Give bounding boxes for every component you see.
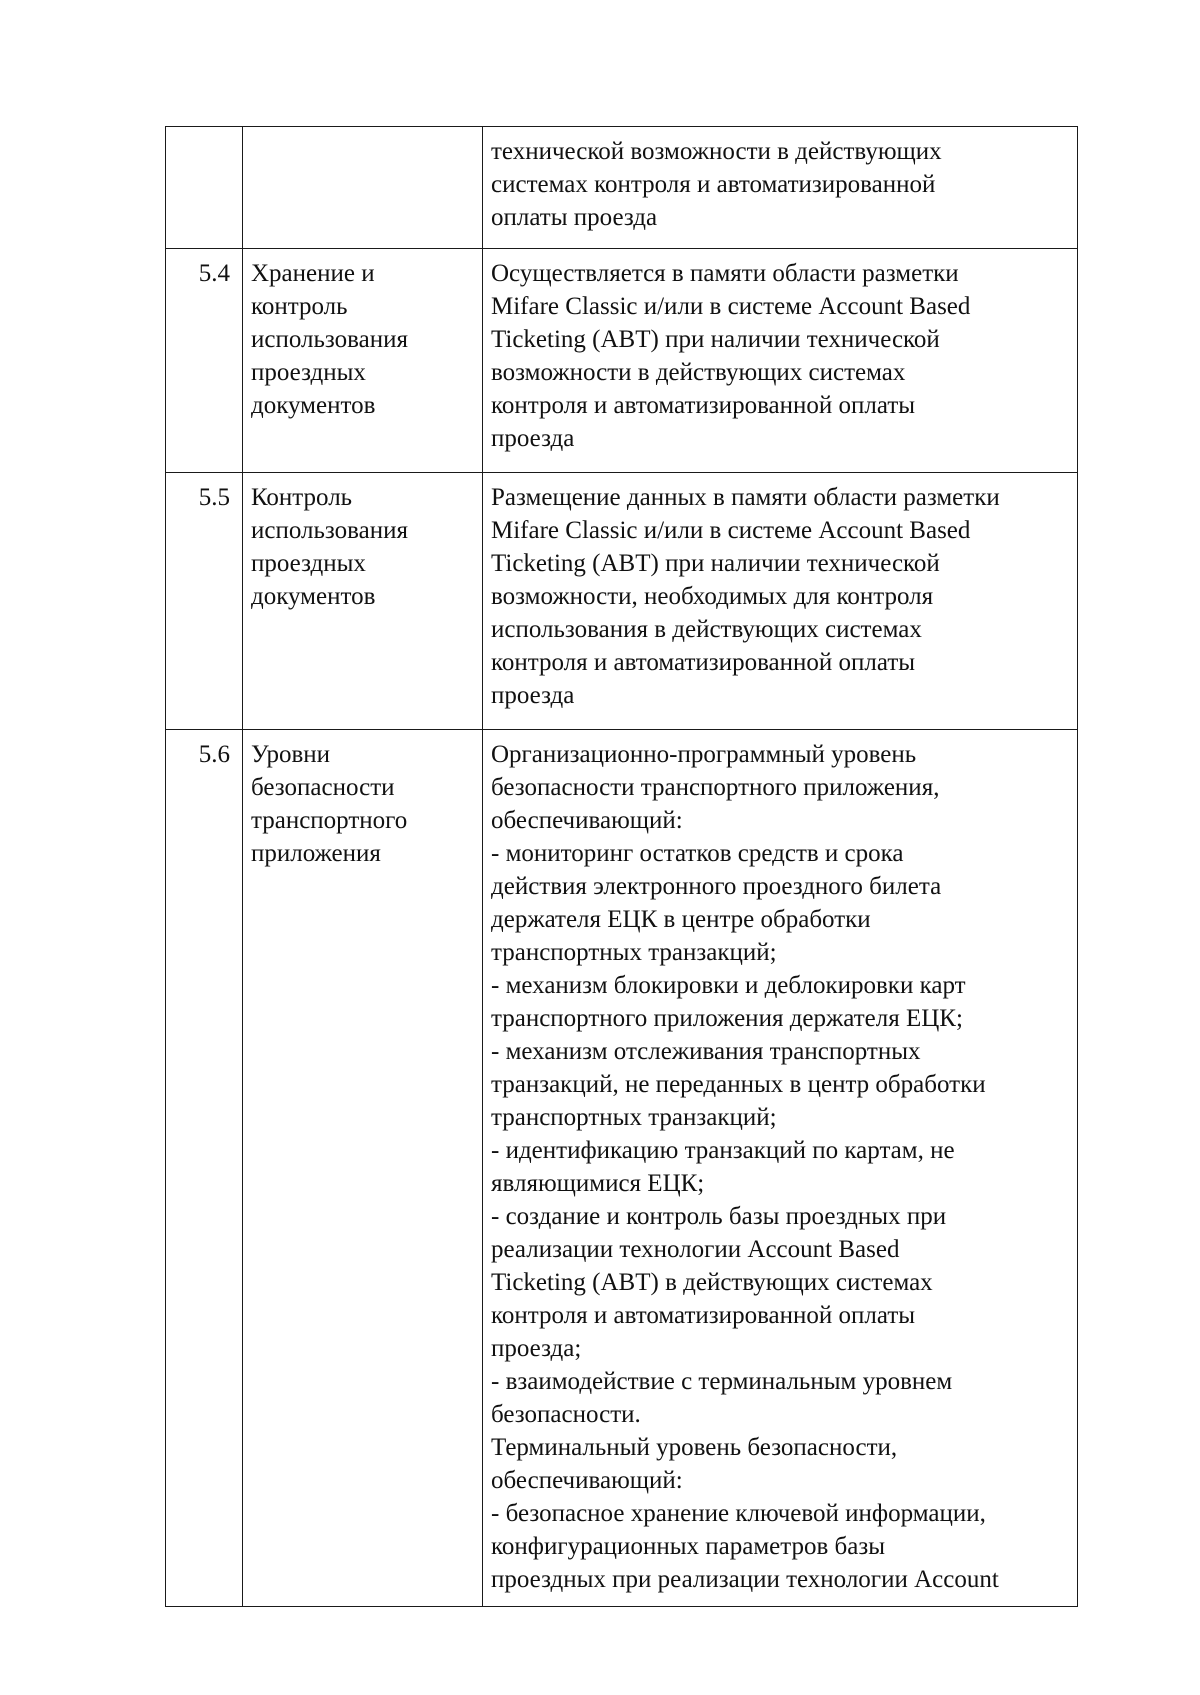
row-number: 5.5 [166,473,243,730]
name-line: приложения [251,840,381,867]
description-line: Терминальный уровень безопасности, [491,1434,898,1461]
row-name [243,249,483,473]
description-line: контроля и автоматизированной оплаты [491,1302,916,1329]
description-line: Размещение данных в памяти области разметки [491,484,1000,511]
description-line: Ticketing (ABT) в действующих системах [491,1269,933,1296]
name-line: проездных [251,359,366,386]
description-line: Ticketing (ABT) при наличии технической [491,326,940,353]
description-line: проезда [491,682,575,709]
description-line: Mifare Classic и/или в системе Account Based [491,293,971,320]
description-line: Mifare Classic и/или в системе Account Based [491,517,971,544]
row-description [483,473,1078,730]
description-line: возможности, необходимых для контроля [491,583,934,610]
name-line: использования [251,517,408,544]
row-description [483,249,1078,473]
description-line: - механизм блокировки и деблокировки карт [491,972,966,999]
name-line: Уровни [251,741,331,768]
description-line: реализации технологии Account Based [491,1236,900,1263]
name-line: документов [251,392,376,419]
table-row [166,473,1078,730]
description-line: безопасности транспортного приложения, [491,774,940,801]
description-line: действия электронного проездного билета [491,873,942,900]
description-line: проездных при реализации технологии Account [491,1566,999,1593]
name-line: контроль [251,293,348,320]
table-row [166,127,1078,249]
description-line: Осуществляется в памяти области разметки [491,260,959,287]
name-line: использования [251,326,408,353]
description-line: конфигурационных параметров базы [491,1533,886,1560]
description-line: использования в действующих системах [491,616,922,643]
row-number: 5.4 [166,249,243,473]
name-line: транспортного [251,807,408,834]
row-name [243,730,483,1607]
description-line: - мониторинг остатков средств и срока [491,840,904,867]
description-line: технической возможности в действующих [491,138,942,165]
row-description [483,127,1078,249]
description-line: Организационно-программный уровень [491,741,917,768]
description-line: проезда [491,425,575,452]
description-line: транзакций, не переданных в центр обработки [491,1071,986,1098]
requirements-table [165,126,1078,1607]
table-body [166,127,1078,1607]
name-line: Хранение и [251,260,375,287]
row-name [243,473,483,730]
description-line: - механизм отслеживания транспортных [491,1038,921,1065]
description-line: транспортных транзакций; [491,939,777,966]
description-line: Ticketing (ABT) при наличии технической [491,550,940,577]
table-row [166,730,1078,1607]
name-line: проездных [251,550,366,577]
row-description [483,730,1078,1607]
name-line: безопасности [251,774,395,801]
description-line: обеспечивающий: [491,807,683,834]
description-line: безопасности. [491,1401,641,1428]
description-line: транспортного приложения держателя ЕЦК; [491,1005,963,1032]
description-line: транспортных транзакций; [491,1104,777,1131]
description-line: системах контроля и автоматизированной [491,171,936,198]
description-line: - идентификацию транзакций по картам, не [491,1137,955,1164]
name-line: документов [251,583,376,610]
description-line: проезда; [491,1335,582,1362]
description-line: обеспечивающий: [491,1467,683,1494]
description-line: являющимися ЕЦК; [491,1170,705,1197]
row-number: 5.6 [166,730,243,1607]
description-line: - создание и контроль базы проездных при [491,1203,947,1230]
description-line: - взаимодействие с терминальным уровнем [491,1368,953,1395]
description-line: контроля и автоматизированной оплаты [491,392,916,419]
description-line: оплаты проезда [491,204,658,231]
description-line: держателя ЕЦК в центре обработки [491,906,871,933]
row-name [243,127,483,249]
description-line: контроля и автоматизированной оплаты [491,649,916,676]
row-number [166,127,243,249]
name-line: Контроль [251,484,353,511]
description-line: - безопасное хранение ключевой информации, [491,1500,986,1527]
table-row [166,249,1078,473]
description-line: возможности в действующих системах [491,359,906,386]
